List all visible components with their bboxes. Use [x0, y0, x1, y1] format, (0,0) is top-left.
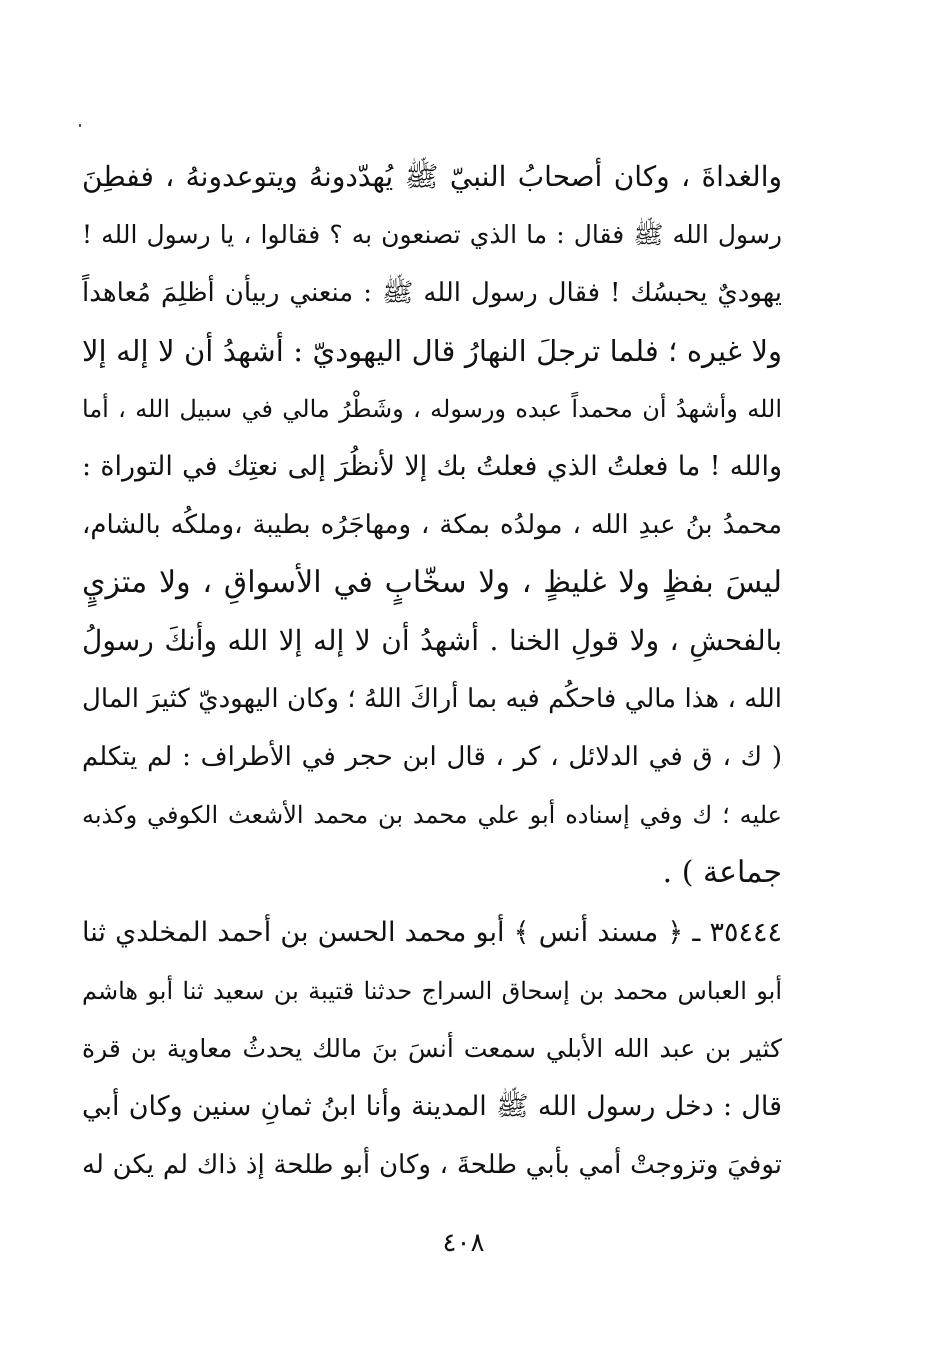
text-line: يهوديٌ يحبسُك ! فقال رسول الله ﷺ : منعني ربيأن أظلِمَ مُعاهداً: [82, 278, 782, 308]
text-line: ٣٥٤٤٤ ـ ﴿ مسند أنس ﴾ أبو محمد الحسن بن أحمد المخلدي ثنا: [82, 917, 782, 948]
text-line: ولا غيره ؛ فلما ترجلَ النهارُ قال اليهوديّ : أشهدُ أن لا إله إلا: [82, 334, 782, 368]
text-line: ( ك ، ق في الدلائل ، كر ، قال ابن حجر في الأطراف : لم يتكلم: [82, 742, 782, 772]
text-line: الله وأشهدُ أن محمداً عبده ورسوله ، وشَطْرُ مالي في سبيل الله ، أما: [82, 395, 782, 423]
text-line: والغداةَ ، وكان أصحابُ النبيّ ﷺ يُهدّدونهُ ويتوعدونهُ ، ففطِنَ: [82, 160, 782, 193]
text-line: جماعة ) .: [662, 855, 782, 890]
ink-speck: [79, 124, 81, 127]
text-line: ليسَ بفظٍ ولا غليظٍ ، ولا سخّابٍ في الأسواقِ ، ولا متزيٍ: [82, 565, 782, 600]
text-line: توفيَ وتزوجتْ أمي بأبي طلحةَ ، وكان أبو طلحة إذ ذاك لم يكن له: [82, 1150, 782, 1180]
text-line: رسول الله ﷺ فقال : ما الذي تصنعون به ؟ فقالوا ، يا رسول الله !: [82, 220, 782, 249]
paragraph-2: [82, 904, 782, 1194]
text-line: بالفحشِ ، ولا قولِ الخنا . أشهدُ أن لا إله إلا الله وأنكَ رسولُ: [82, 624, 782, 657]
text-line: والله ! ما فعلتُ الذي فعلتُ بك إلا لأنظُرَ إلى نعتِك في التوراة :: [82, 451, 782, 482]
page-number: ٤٠٨: [442, 1228, 485, 1258]
text-line: عليه ؛ ك وفي إسناده أبو علي محمد بن محمد الأشعث الكوفي وكذبه: [82, 801, 782, 829]
text-line: قال : دخل رسول الله ﷺ المدينة وأنا ابنُ ثمانِ سنين وكان أبي: [82, 1091, 782, 1122]
text-line: كثير بن عبد الله الأبلي سمعت أنسَ بنَ مالك يحدثُ معاوية بن قرة: [82, 1034, 782, 1063]
paragraph-1: [82, 148, 782, 902]
text-line: الله ، هذا مالي فاحكُم فيه بما أراكَ اللهُ ؛ وكان اليهوديّ كثيرَ المال: [82, 684, 782, 714]
text-line: أبو العباس محمد بن إسحاق السراج حدثنا قتيبة بن سعيد ثنا أبو هاشم: [82, 977, 782, 1005]
text-line: محمدُ بنُ عبدِ الله ، مولدُه بمكة ، ومهاجَرُه بطيبة ،وملكُه بالشام،: [82, 510, 782, 540]
